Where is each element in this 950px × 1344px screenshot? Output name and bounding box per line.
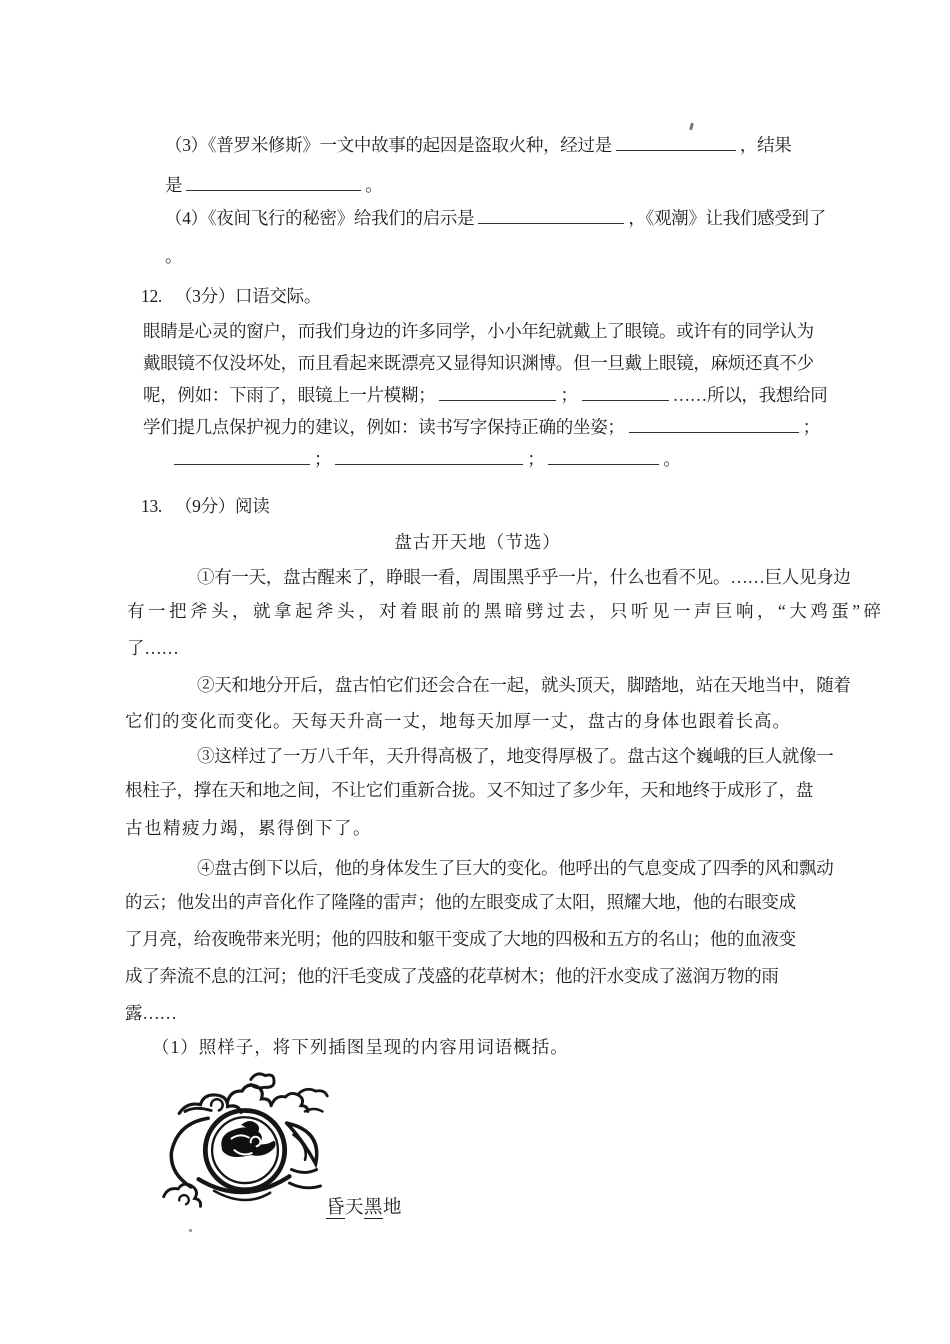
answer-blank bbox=[335, 449, 523, 465]
answer-blank bbox=[186, 175, 361, 191]
passage-text: 了月亮，给夜晚带来光明；他的四肢和躯干变成了大地的四极和五方的名山；他的血液变 bbox=[125, 929, 796, 949]
passage-text: 它们的变化而变化。天每天升高一丈，地每天加厚一丈，盘古的身体也跟着长高。 bbox=[125, 711, 791, 731]
passage-text: 根柱子，撑在天和地之间，不让它们重新合拢。又不知过了多少年，天和地终于成形了，盘 bbox=[125, 780, 813, 800]
passage-text: 有一把斧头，就拿起斧头，对着眼前的黑暗劈过去，只听见一声巨响，“大鸡蛋”碎 bbox=[127, 601, 885, 621]
passage-text: 的云；他发出的声音化作了隆隆的雷声；他的左眼变成了太阳，照耀大地，他的右眼变成 bbox=[125, 892, 796, 912]
q11-item4-overflow bbox=[165, 243, 182, 268]
passage-para2-line2 bbox=[125, 708, 791, 733]
answer-blank bbox=[616, 135, 736, 151]
q12-paragraph-line1 bbox=[143, 318, 814, 343]
passage-para3-line3 bbox=[125, 815, 372, 840]
q11-item3-continuation bbox=[165, 172, 382, 197]
q13-number: 13. bbox=[141, 496, 162, 516]
answer-blank bbox=[439, 385, 556, 401]
q13-heading-line bbox=[141, 493, 269, 518]
q11-item4-line bbox=[165, 205, 826, 230]
q13-heading: （9分）阅读 bbox=[174, 496, 270, 516]
q11-item3-tail: ，结果 bbox=[739, 135, 792, 155]
passage-para2-line1 bbox=[197, 672, 851, 697]
passage-para1-line1 bbox=[197, 564, 851, 589]
q12-text: 学们提几点保护视力的建议，例如：读书写字保持正确的坐姿； bbox=[143, 417, 625, 437]
passage-text: 露…… bbox=[125, 1003, 177, 1023]
q12-separator: ； bbox=[527, 449, 545, 469]
q12-text: 呢，例如：下雨了，眼镜上一片模糊； bbox=[143, 385, 436, 405]
q12-paragraph-line5 bbox=[170, 446, 681, 471]
passage-text: ②天和地分开后，盘古怕它们还会合在一起，就头顶天，脚踏地，站在天地当中，随着 bbox=[197, 675, 851, 695]
passage-title bbox=[125, 529, 830, 554]
answer-blank bbox=[582, 385, 669, 401]
passage-para3-line2 bbox=[125, 777, 813, 802]
q12-text: 眼睛是心灵的窗户，而我们身边的许多同学，小小年纪就戴上了眼镜。或许有的同学认为 bbox=[143, 321, 814, 341]
q11-item3-line bbox=[165, 132, 792, 157]
passage-text: ④盘古倒下以后，他的身体发生了巨大的变化。他呼出的气息变成了四季的风和飘动 bbox=[197, 858, 834, 878]
q11-item4-tail: ，《观潮》让我们感受到了 bbox=[628, 208, 826, 228]
passage-text: 成了奔流不息的江河；他的汗毛变成了茂盛的花草树木；他的汗水变成了滋润万物的雨 bbox=[125, 966, 779, 986]
passage-para3-line1 bbox=[197, 743, 833, 768]
answer-blank bbox=[174, 449, 310, 465]
answer-blank bbox=[548, 449, 659, 465]
passage-para1-line2 bbox=[127, 598, 885, 623]
answer-blank bbox=[629, 417, 799, 433]
passage-text: 古也精疲力竭，累得倒下了。 bbox=[125, 818, 372, 838]
passage-para4-line3 bbox=[125, 926, 796, 951]
scan-speck bbox=[189, 1229, 192, 1232]
q12-text: 戴眼镜不仅没坏处，而且看起来既漂亮又显得知识渊博。但一旦戴上眼镜，麻烦还真不少 bbox=[143, 353, 814, 373]
q12-paragraph-line2 bbox=[143, 350, 814, 375]
caption-char: 地 bbox=[383, 1198, 403, 1218]
q11-item4-text: （4）《夜间飞行的秘密》给我们的启示是 bbox=[165, 208, 475, 228]
passage-para4-line2 bbox=[125, 889, 796, 914]
passage-para1-line3 bbox=[127, 635, 179, 660]
passage-text: 了…… bbox=[127, 638, 179, 658]
q12-separator: ； bbox=[802, 417, 820, 437]
passage-para4-line1 bbox=[197, 855, 833, 880]
passage-text: ①有一天，盘古醒来了，睁眼一看，周围黑乎乎一片，什么也看不见。……巨人见身边 bbox=[197, 567, 851, 587]
q11-item4-period: 。 bbox=[165, 246, 183, 266]
q12-separator: ； bbox=[314, 449, 332, 469]
passage-title-text: 盘古开天地（节选） bbox=[394, 532, 561, 552]
caption-char: 黑 bbox=[364, 1198, 384, 1218]
q13-sub1-text: （1）照样子，将下列插图呈现的内容用词语概括。 bbox=[152, 1037, 569, 1057]
q11-item3-text: （3）《普罗米修斯》一文中故事的起因是盗取火种，经过是 bbox=[165, 135, 612, 155]
passage-para4-line4 bbox=[125, 963, 779, 988]
q12-heading: （3分）口语交际。 bbox=[174, 286, 322, 306]
q12-text: ……所以，我想给同 bbox=[672, 385, 828, 405]
q11-item3-cont-period: 。 bbox=[365, 175, 383, 195]
q12-heading-line bbox=[141, 283, 321, 308]
q12-period: 。 bbox=[663, 449, 681, 469]
q12-paragraph-line3 bbox=[143, 382, 827, 407]
q12-paragraph-line4 bbox=[143, 414, 820, 439]
illustration-caption bbox=[326, 1193, 402, 1219]
caption-char: 天 bbox=[345, 1198, 365, 1218]
pangu-egg-illustration bbox=[155, 1065, 335, 1215]
passage-text: ③这样过了一万八千年，天升得高极了，地变得厚极了。盘古这个巍峨的巨人就像一 bbox=[197, 746, 834, 766]
passage-para4-line5 bbox=[125, 1000, 177, 1025]
q12-number: 12. bbox=[141, 286, 162, 306]
answer-blank bbox=[478, 208, 624, 224]
stray-tick-mark bbox=[689, 123, 694, 131]
caption-char: 昏 bbox=[326, 1198, 346, 1218]
q12-separator: ； bbox=[560, 385, 578, 405]
q11-item3-cont-text: 是 bbox=[165, 175, 183, 195]
q13-sub1-line bbox=[152, 1034, 569, 1059]
